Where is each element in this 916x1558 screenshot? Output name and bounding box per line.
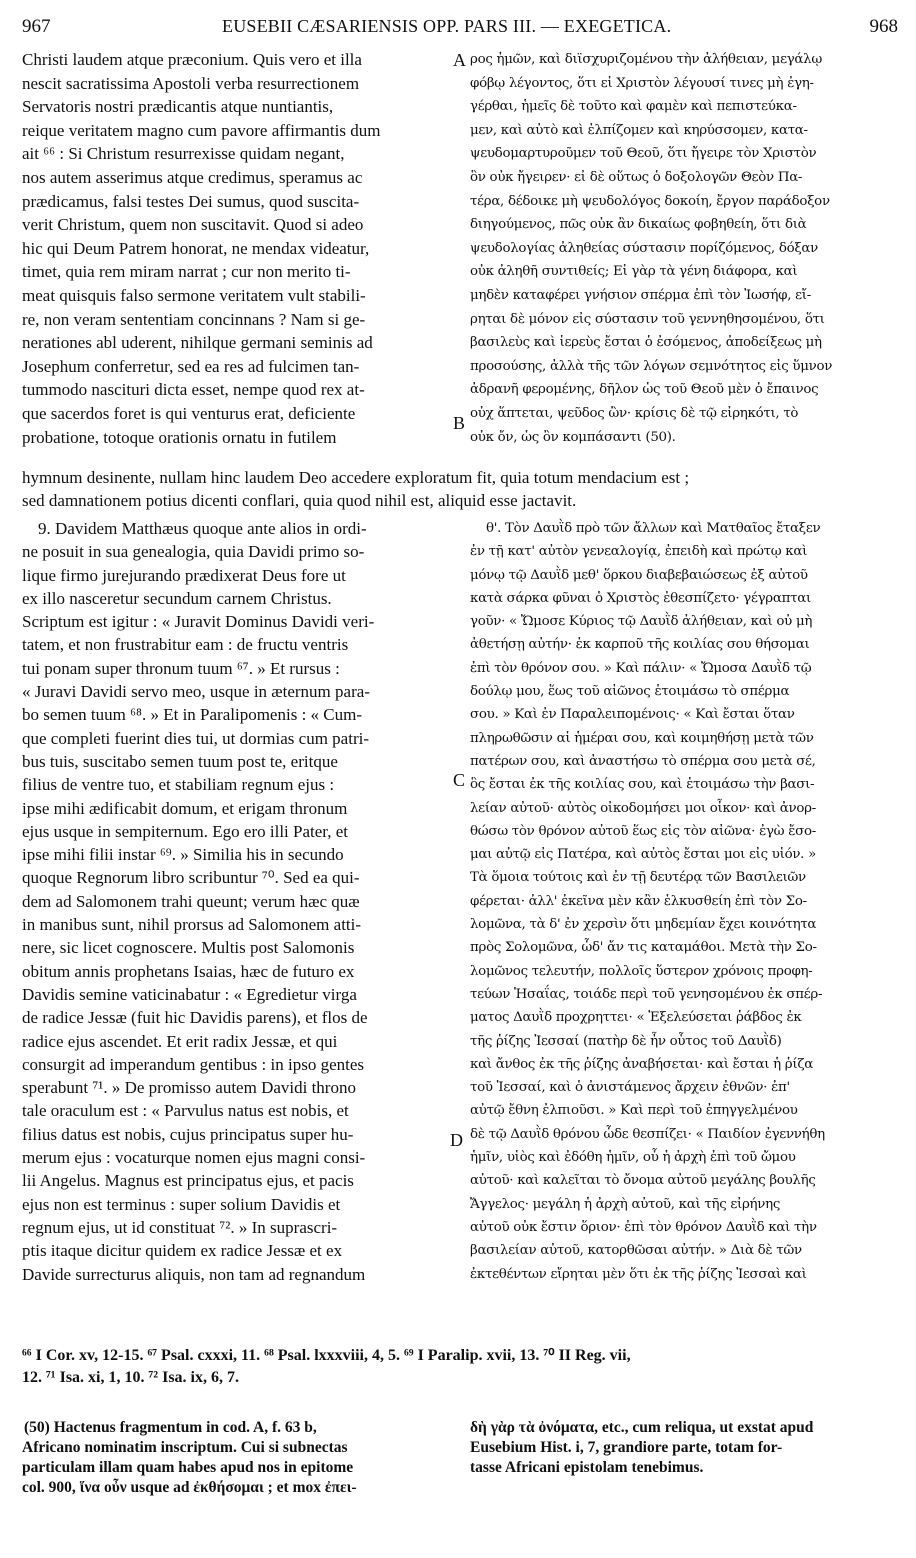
text-line: ipse mihi ædificabit domum, et erigam thronum	[22, 798, 348, 818]
margin-letter-a: A	[453, 50, 466, 70]
text-line: timet, quia rem miram narrat ; cur non merito ti-	[22, 262, 351, 282]
footnote-line: (50) Hactenus fragmentum in cod. A, f. 63 b,	[24, 1419, 317, 1436]
text-line: τοῦ Ἰεσσαί, καὶ ὁ ἀνιστάμενος ἄρχειν ἐθνῶν· ἐπ'	[470, 1080, 790, 1096]
text-line: ψευδολογίας ἀληθείας σύστασιν πορίζόμενος, δόξαν	[470, 240, 819, 256]
text-line: merum ejus : vocaturque nomen ejus magni consi-	[22, 1148, 366, 1168]
text-line: reique veritatem magno cum pavore affirmantis dum	[22, 120, 381, 140]
footnote-line: Eusebium Hist. i, 7, grandiore parte, totam for-	[470, 1439, 783, 1456]
text-line: ἐπὶ τὸν θρόνον σου. » Καὶ πάλιν· « Ὤμοσα Δαυῒδ τῷ	[470, 660, 812, 676]
page-number-right: 968	[869, 16, 898, 37]
text-line: ait ⁶⁶ : Si Christum resurrexisse quidam negant,	[22, 144, 345, 164]
text-line: ἐν τῇ κατ' αὐτὸν γενεαλογίᾳ, ἐπειδὴ καὶ πρώτῳ καὶ	[470, 544, 808, 560]
section-9-latin-column	[22, 517, 452, 1291]
reference-line: 12. ⁷¹ Isa. xi, 1, 10. ⁷² Isa. ix, 6, 7.	[22, 1369, 239, 1386]
text-line: ἡμῖν, υἱὸς καὶ ἐδόθη ἡμῖν, οὗ ἡ ἀρχὴ ἐπὶ τοῦ ὤμου	[470, 1150, 796, 1166]
text-line: πληρωθῶσιν αἱ ἡμέραι σου, καὶ κοιμηθήσῃ μετὰ τῶν	[470, 730, 814, 746]
running-header	[22, 16, 898, 42]
top-latin-column	[22, 48, 452, 452]
text-line: quoque Regnorum libro scribuntur ⁷⁰. Sed ea qui-	[22, 868, 360, 888]
page-number-left: 967	[22, 16, 51, 37]
text-line: sperabunt ⁷¹. » De promisso autem Davidi throno	[22, 1078, 356, 1098]
text-line: radice ejus ascendet. Et erit radix Jessæ, et qui	[22, 1031, 338, 1051]
text-line: μηδὲν καταφέρει γνήσιον σπέρμα ἐπὶ τὸν Ἰωσήφ, εἴ-	[470, 287, 811, 303]
text-line: ἀθετήσῃ αὐτήν· ἐκ καρποῦ τῆς κοιλίας σου θήσομαι	[470, 637, 810, 653]
margin-letter-c: C	[453, 770, 466, 790]
text-line: τέρα, δέδοικε μὴ ψευδολόγος δοκοίη, ἔργον παράδοξον	[470, 193, 830, 209]
text-line: regnum ejus, ut id constituat ⁷². » In suprascri-	[22, 1217, 338, 1237]
text-line: λομῶνος τελευτήν, πολλοῖς ὕστερον χρόνοις προφη-	[470, 963, 813, 979]
text-line: ne posuit in sua genealogia, quia Davidi primo so-	[22, 542, 365, 562]
text-line: λομῶνα, τὰ δ' ἐν χερσὶν ὅτι μηδεμίαν ἔχει κοινότητα	[470, 917, 817, 933]
text-line: in manibus sunt, nihil prorsus ad Salomonem atti-	[22, 915, 362, 935]
text-line: lique firmo jurejurando prædixerat Deus fore ut	[22, 565, 346, 585]
text-line: nere, sic licet cognoscere. Multis post Salomonis	[22, 938, 355, 958]
text-line: ἀδρανῆ φερομένης, δῆλον ὡς τοῦ Θεοῦ μὲν ὁ ἔπαινος	[470, 382, 819, 398]
text-line: τεύων Ἡσαΐας, τοιάδε περὶ τοῦ γενησομένου ἐκ σπέρ-	[470, 986, 823, 1002]
text-line: φόβῳ λέγοντος, ὅτι εἰ Χριστὸν λέγουσί τινες μὴ ἐγη-	[470, 75, 814, 91]
text-line: δούλῳ μου, ἕως τοῦ αἰῶνος ἑτοιμάσω τὸ σπέρμα	[470, 684, 790, 700]
text-line: de radice Jessæ (fuit hic Davidis parens), et flos de	[22, 1008, 368, 1028]
text-line: βασιλεὺς καὶ ἱερεὺς ἔσται ὁ ἐσόμενος, ἀποδείξεως μὴ	[470, 335, 822, 351]
text-line: σου. » Καὶ ἐν Παραλειπομένοις· « Καὶ ἔσται ὅταν	[470, 707, 795, 723]
text-line: Josephum conferretur, sed ea res ad fulcimen tan-	[22, 356, 360, 376]
text-line: βασιλείαν αὐτοῦ, κατορθῶσαι αὐτήν. » Διὰ δὲ τῶν	[470, 1243, 802, 1259]
text-line: οὐχ ἅπτεται, ψεῦδος ὢν· κρίσις δὲ τῷ εἰρηκότι, τὸ	[470, 405, 799, 421]
text-line: οὐκ ἀληθῆ συντιθείς; Εἰ γὰρ τὰ γένη διάφορα, καὶ	[470, 264, 798, 280]
text-line: dem ad Salomonem trahi queunt; verum hæc quæ	[22, 891, 360, 911]
text-line: verit Christum, quem non suscitavit. Quod si adeo	[22, 215, 364, 235]
text-line: tale oraculum est : « Parvulus natus est nobis, et	[22, 1101, 349, 1121]
text-line: ρηται δὲ μόνον εἰς σύστασιν τοῦ γεννηθησομένου, ὅτι	[470, 311, 825, 327]
text-line: Davidis semine vaticinabatur : « Egredietur virga	[22, 984, 357, 1004]
text-line: obitum annis prophetans Isaias, hæc de futuro ex	[22, 961, 355, 981]
text-line: πρὸς Σολομῶνα, ὧδ' ἄν τις καταμάθοι. Μετὰ τὴν Σο-	[470, 940, 817, 956]
text-line: que sacerdos foret is qui venturus erat, deficiente	[22, 403, 356, 423]
text-line: θώσω τὸν θρόνον αὐτοῦ ἕως εἰς τὸν αἰῶνα· ἐγὼ ἔσο-	[470, 823, 816, 839]
text-line: Christi laudem atque præconium. Quis vero et illa	[22, 50, 362, 69]
text-line: Τὰ ὅμοια τούτοις καὶ ἐν τῇ δευτέρᾳ τῶν Βασιλειῶν	[470, 870, 806, 886]
text-line: filius datus est nobis, cujus principatus super hu-	[22, 1124, 354, 1144]
text-line: ejus non est terminus : super solium Davidis et	[22, 1194, 341, 1214]
text-line: ejus usque in sempiternum. Ego ero illi Pater, et	[22, 821, 349, 841]
full-width-line: sed damnationem potius dicenti conflari, quia quod nihil est, aliquid esse jactavit.	[22, 491, 577, 510]
text-line: probatione, totoque orationis ornatu in futilem	[22, 427, 337, 447]
text-line: tatem, et non frustrabitur eam : de fructu ventris	[22, 635, 349, 655]
text-line: ἐκτεθέντων εἴρηται μὲν ὅτι ἐκ τῆς ῥίζης Ἰεσσαὶ καὶ	[470, 1266, 807, 1282]
text-line: ὃς ἔσται ἐκ τῆς κοιλίας σου, καὶ ἑτοιμάσω τὴν βασι-	[470, 777, 815, 793]
text-line: ρος ἡμῶν, καὶ διϊσχυριζομένου τὴν ἀλήθειαν, μεγάλῳ	[470, 52, 822, 67]
footnote-line: particulam illam quam habes apud nos in epitome	[22, 1459, 354, 1476]
text-line: μαι αὐτῷ εἰς Πατέρα, καὶ αὐτὸς ἔσται μοι εἰς υἱόν. »	[470, 847, 816, 863]
text-line: que completi fuerint dies tui, ut dormias cum patri-	[22, 728, 369, 748]
margin-letter-b: B	[453, 413, 466, 433]
text-line: ex illo nasceretur secundum carnem Christus.	[22, 588, 332, 608]
header-title: EUSEBII CÆSARIENSIS OPP. PARS III. — EXEGETICA.	[222, 16, 672, 36]
text-line: tui ponam super thronum tuum ⁶⁷. » Et rursus :	[22, 658, 340, 678]
text-line: μόνῳ τῷ Δαυῒδ μεθ' ὅρκου διαβεβαιώσεως ἐξ αὐτοῦ	[470, 567, 808, 583]
text-line: ptis itaque dicitur quidem ex radice Jessæ et ex	[22, 1241, 343, 1261]
text-line: γοῦν· « Ὤμοσε Κύριος τῷ Δαυῒδ ἀλήθειαν, καὶ οὐ μὴ	[470, 614, 813, 630]
text-line: ματος Δαυῒδ προχρηττει· « Ἐξελεύσεται ῥάβδος ἐκ	[470, 1010, 802, 1026]
text-line: ψευδομαρτυροῦμεν τοῦ Θεοῦ, ὅτι ἤγειρε τὸν Χριστὸν	[470, 146, 817, 162]
text-line: οὐκ ὄν, ὡς ὂν κομπάσαντι (50).	[470, 429, 676, 445]
text-line: « Juravi Davidi servo meo, usque in æternum para-	[22, 682, 370, 702]
footnote-line: tasse Africani epistolam tenebimus.	[470, 1459, 704, 1476]
text-line: consurgit ad imperandum gentibus : in ipso gentes	[22, 1054, 365, 1074]
text-line: φέρεται· ἀλλ' ἐκεῖνα μὲν κἂν ἑλκυσθείη ἐπὶ τὸν Σο-	[470, 893, 807, 909]
text-line: θ'. Τὸν Δαυῒδ πρὸ τῶν ἄλλων καὶ Ματθαῖος ἔταξεν	[486, 521, 821, 536]
text-line: nos autem asserimus atque credimus, speramus ac	[22, 167, 363, 187]
text-line: tummodo nascituri dicta esset, nempe quod rex at-	[22, 380, 365, 400]
footnote-left	[22, 1418, 452, 1502]
text-line: μεν, καὶ αὐτὸ καὶ ἐλπίζομεν καὶ κηρύσσομεν, κατα-	[470, 122, 808, 138]
top-greek-column	[470, 48, 902, 452]
text-line: nerationes abl uderent, nihilque germani seminis ad	[22, 333, 373, 353]
footnote-line: δὴ γὰρ τὰ ὀνόματα, etc., cum reliqua, ut exstat apud	[470, 1419, 814, 1436]
text-line: κατὰ σάρκα φῦναι ὁ Χριστὸς ἐθεσπίζετο· γέγραπται	[470, 590, 811, 606]
text-line: πατέρων σου, καὶ ἀναστήσω τὸ σπέρμα σου μετὰ σέ,	[470, 753, 816, 769]
text-line: prædicamus, falsi testes Dei sumus, quod suscita-	[22, 191, 360, 211]
margin-letter-d: D	[450, 1130, 463, 1150]
text-line: Scriptum est igitur : « Juravit Dominus Davidi veri-	[22, 612, 375, 632]
text-line: δὲ τῷ Δαυῒδ θρόνου ὧδε θεσπίζει· « Παιδίον ἐγεννήθη	[470, 1126, 825, 1142]
text-line: αὐτοῦ· καὶ καλεῖται τὸ ὄνομα αὐτοῦ μεγάλης βουλῆς	[470, 1173, 816, 1189]
full-width-line: hymnum desinente, nullam hinc laudem Deo accedere exploratum fit, quia totum mendacium est ;	[22, 468, 690, 487]
text-line: αὐτῷ ἔθνη ἐλπιοῦσι. » Καὶ περὶ τοῦ ἐπηγγελμένου	[470, 1103, 798, 1119]
text-line: αὐτοῦ οὐκ ἔστιν ὅριον· ἐπὶ τὸν θρόνον Δαυῒδ καὶ τὴν	[470, 1219, 817, 1235]
text-line: nescit sacratissima Apostoli verba resurrectionem	[22, 73, 360, 93]
text-line: re, non veram sententiam concinnans ? Nam si ge-	[22, 309, 366, 329]
footnote-right	[470, 1418, 902, 1482]
footnote-line: col. 900, ἵνα οὖν usque ad ἐκθήσομαι ; et mox ἐπει-	[22, 1479, 357, 1496]
text-line: προσούσης, ἀλλὰ τῆς τῶν λόγων σεμνότητος εἰς ὕμνον	[470, 358, 833, 374]
footnote-line: Africano nominatim inscriptum. Cui si subnectas	[22, 1439, 348, 1456]
text-line: καὶ ἄνθος ἐκ τῆς ῥίζης ἀναβήσεται· καὶ ἔσται ἡ ῥίζα	[470, 1056, 814, 1072]
text-line: λείαν αὐτοῦ· αὐτὸς οἰκοδομήσει μοι οἶκον· καὶ ἀνορ-	[470, 800, 816, 816]
text-line: γέρθαι, ἡμεῖς δὲ τοῦτο καὶ φαμὲν καὶ πεπιστεύκα-	[470, 99, 797, 115]
text-line: Servatoris nostri prædicantis atque nuntiantis,	[22, 97, 334, 117]
text-line: bo semen tuum ⁶⁸. » Et in Paralipomenis : « Cum-	[22, 705, 363, 725]
scripture-references	[22, 1345, 631, 1389]
text-line: Ἄγγελος· μεγάλη ἡ ἀρχὴ αὐτοῦ, καὶ τῆς εἰρήνης	[470, 1196, 781, 1212]
text-line: lii Angelus. Magnus est principatus ejus, et pacis	[22, 1171, 354, 1191]
text-line: hic qui Deum Patrem honorat, ne mendax videatur,	[22, 238, 370, 258]
reference-line: ⁶⁶ I Cor. xv, 12-15. ⁶⁷ Psal. cxxxi, 11. ⁶⁸ Psal. lxxxviii, 4, 5. ⁶⁹ I Paralip. xvii, 13. ⁷⁰ II Reg. vii,	[22, 1347, 631, 1364]
text-line: Davide surrecturus aliquis, non tam ad regnandum	[22, 1264, 366, 1284]
text-line: ὃν οὐκ ἤγειρεν· εἰ δὲ οὕτως ὁ δοξολογῶν Θεὸν Πα-	[470, 169, 803, 185]
text-line: filius de ventre tuo, et stabiliam regnum ejus :	[22, 775, 335, 795]
text-line: τῆς ῥίζης Ἰεσσαί (πατὴρ δὲ ἦν οὗτος τοῦ Δαυῒδ)	[470, 1033, 782, 1049]
text-line: ipse mihi filii instar ⁶⁹. » Similia his in secundo	[22, 845, 344, 865]
text-line: meat quisquis falso sermone veritatem vult stabili-	[22, 285, 366, 305]
text-line: bus tuis, suscitabo semen tuum post te, eritque	[22, 751, 338, 771]
section-9-greek-column	[470, 517, 902, 1291]
text-line: 9. Davidem Matthæus quoque ante alios in ordi-	[38, 519, 367, 538]
text-line: διηγούμενος, πῶς οὐκ ἂν δικαίως φοβηθείη, ὅτι διὰ	[470, 217, 807, 233]
